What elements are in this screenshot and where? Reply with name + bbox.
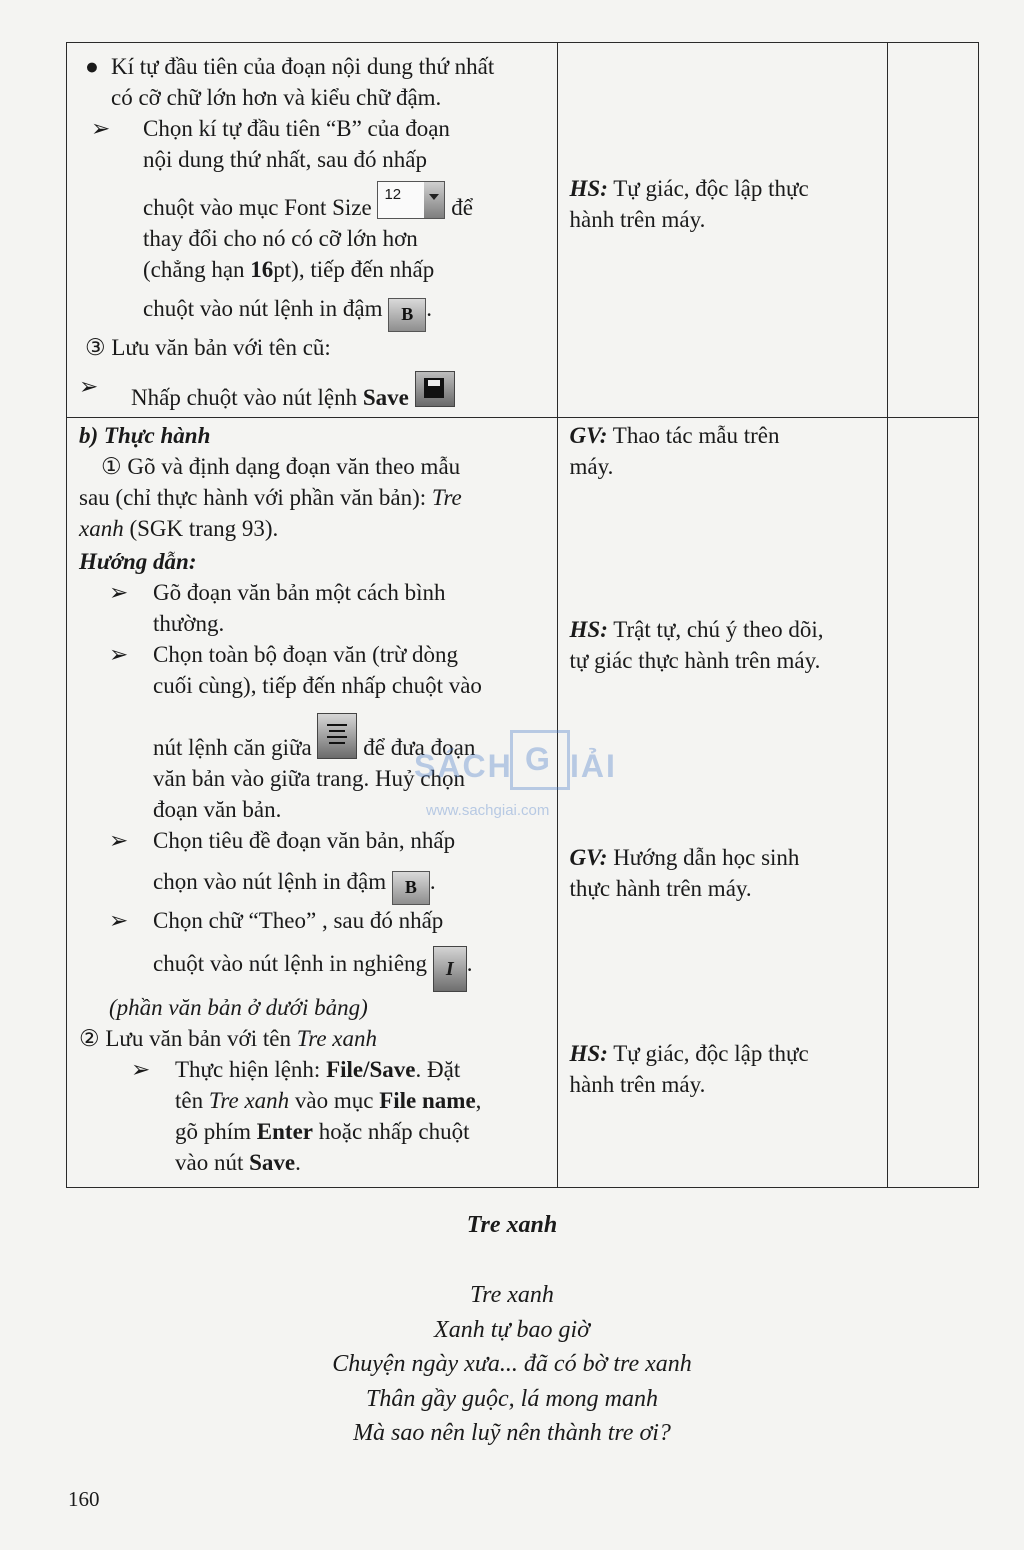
empty-cell bbox=[887, 418, 978, 1188]
bullet-icon: ● bbox=[85, 54, 99, 79]
text-line: chuột vào nút lệnh in nghiêng bbox=[153, 951, 428, 976]
role-label: GV: bbox=[569, 845, 608, 870]
text-line: . Đặt bbox=[415, 1057, 461, 1082]
text-line: cuối cùng), tiếp đến nhấp chuột vào bbox=[153, 673, 482, 698]
text-line: để bbox=[451, 195, 473, 220]
bold-term: Enter bbox=[256, 1119, 313, 1144]
bold-button-icon: B bbox=[392, 871, 430, 905]
arrow-bullet-icon: ➢ bbox=[109, 908, 129, 933]
font-size-box-icon bbox=[377, 181, 445, 219]
watermark-text: IẢI bbox=[570, 748, 617, 784]
save-icon bbox=[415, 371, 455, 407]
arrow-item: ➢ Chọn chữ “Theo” , sau đó nhấp chuột vào nút lệnh in nghiêng I . bbox=[109, 905, 545, 992]
activity-cell bbox=[67, 43, 558, 418]
text-line: Chọn tiêu đề đoạn văn bản, nhấp bbox=[153, 828, 456, 853]
bold-number: 16 bbox=[250, 257, 274, 282]
text-line: nút lệnh căn giữa bbox=[153, 735, 312, 760]
arrow-item: ➢ Thực hiện lệnh: File/Save. Đặt tên Tre xanh vào mục File name, gõ phím Enter hoặc nhấp chuột vào nút Save. bbox=[131, 1054, 545, 1178]
poem-line: Thân gầy guộc, lá mong manh bbox=[366, 1385, 658, 1412]
text-line: thay đổi cho nó có cỡ lớn hơn bbox=[143, 226, 418, 251]
text-line: hành trên máy. bbox=[569, 207, 706, 232]
section-heading: b) Thực hành bbox=[79, 423, 211, 448]
text-line: Thực hiện lệnh: bbox=[175, 1057, 321, 1082]
text-line: Gõ đoạn văn bản một cách bình bbox=[153, 580, 446, 605]
text-line: Hướng dẫn học sinh bbox=[613, 845, 800, 870]
text-line: Trật tự, chú ý theo dõi, bbox=[613, 617, 824, 642]
text-line: pt), tiếp đến nhấp bbox=[273, 257, 435, 282]
arrow-item: ➢ Chọn kí tự đầu tiên “B” của đoạn nội dung thứ nhất, sau đó nhấp chuột vào mục Font Size 12 để thay đổi cho nó có cỡ lớn hơn (chẳng hạn 16pt), tiếp đến nhấp chuột vào nút lệnh in đậm B . bbox=[91, 113, 545, 332]
dropdown-arrow-icon bbox=[424, 182, 444, 218]
text-line: hoặc nhấp chuột bbox=[318, 1119, 470, 1144]
step-line: ③ Lưu văn bản với tên cũ: bbox=[85, 335, 331, 360]
poem-body bbox=[0, 1278, 1024, 1451]
table-row bbox=[67, 418, 979, 1188]
bold-term: File/Save bbox=[326, 1057, 416, 1082]
text-line: gõ phím bbox=[175, 1119, 252, 1144]
text-line: Tự giác, độc lập thực bbox=[613, 1041, 809, 1066]
table-row bbox=[67, 43, 979, 418]
guide-heading: Hướng dẫn: bbox=[79, 549, 197, 574]
text-line: vào mục bbox=[294, 1088, 374, 1113]
step-line: ② Lưu văn bản với tên bbox=[79, 1026, 291, 1051]
text-line: để đưa đoạn bbox=[363, 735, 476, 760]
bold-button-icon: B bbox=[388, 298, 426, 332]
text-line: (chẳng hạn bbox=[143, 257, 245, 282]
watermark-text: SÁCH bbox=[414, 748, 513, 784]
text-line: văn bản vào giữa trang. Huỷ chọn bbox=[153, 766, 466, 791]
role-label: GV: bbox=[569, 423, 608, 448]
role-label: HS: bbox=[569, 176, 608, 201]
arrow-bullet-icon: ➢ bbox=[109, 828, 129, 853]
bold-term: Save bbox=[362, 385, 409, 410]
text-line: Thao tác mẫu trên bbox=[612, 423, 780, 448]
poem-line: Mà sao nên luỹ nên thành tre ơi? bbox=[353, 1420, 671, 1446]
lesson-table bbox=[66, 42, 979, 1188]
font-size-value: 12 bbox=[384, 186, 402, 203]
text-line: vào nút bbox=[175, 1150, 244, 1175]
text-line: thực hành trên máy. bbox=[569, 876, 752, 901]
role-cell bbox=[557, 418, 887, 1188]
step-line: ① Gõ và định dạng đoạn văn theo mẫu bbox=[101, 454, 461, 479]
arrow-bullet-icon: ➢ bbox=[109, 580, 129, 605]
bold-term: File name bbox=[379, 1088, 476, 1113]
italic-term: Tre bbox=[431, 485, 462, 510]
arrow-item bbox=[109, 577, 545, 639]
poem-line: Tre xanh bbox=[470, 1282, 554, 1308]
role-label: HS: bbox=[569, 617, 608, 642]
text-line: máy. bbox=[569, 454, 614, 479]
text-line: Tự giác, độc lập thực bbox=[613, 176, 809, 201]
text-line: chuột vào nút lệnh in đậm bbox=[143, 296, 383, 321]
watermark-box-icon: G bbox=[510, 730, 570, 790]
arrow-bullet-icon: ➢ bbox=[131, 1057, 151, 1082]
role-label: HS: bbox=[569, 1041, 608, 1066]
italic-term: xanh bbox=[79, 516, 124, 541]
poem-line: Xanh tự bao giờ bbox=[434, 1316, 590, 1343]
text-line: chuột vào mục Font Size bbox=[143, 195, 372, 220]
poem-line: Chuyện ngày xưa... đã có bờ tre xanh bbox=[332, 1351, 692, 1377]
text-line: thường. bbox=[153, 611, 225, 636]
text-line: hành trên máy. bbox=[569, 1072, 706, 1097]
note-line: (phần văn bản ở dưới bảng) bbox=[109, 995, 368, 1020]
text-line: Kí tự đầu tiên của đoạn nội dung thứ nhất bbox=[111, 54, 495, 79]
text-line: Nhấp chuột vào nút lệnh bbox=[131, 385, 358, 410]
text-line: chọn vào nút lệnh in đậm bbox=[153, 869, 387, 894]
bullet-item bbox=[79, 51, 545, 113]
text-line: (SGK trang 93). bbox=[129, 516, 279, 541]
text-line: nội dung thứ nhất, sau đó nhấp bbox=[143, 147, 427, 172]
empty-cell bbox=[887, 43, 978, 418]
watermark-url: www.sachgiai.com bbox=[426, 802, 550, 819]
bold-term: Save bbox=[249, 1150, 296, 1175]
arrow-bullet-icon: ➢ bbox=[91, 116, 111, 141]
align-center-icon bbox=[317, 713, 357, 759]
italic-button-icon: I bbox=[433, 946, 467, 992]
italic-term: Tre xanh bbox=[296, 1026, 377, 1051]
text-line: tự giác thực hành trên máy. bbox=[569, 648, 821, 673]
arrow-item bbox=[79, 371, 545, 413]
arrow-bullet-icon: ➢ bbox=[79, 374, 99, 399]
page-number: 160 bbox=[68, 1487, 100, 1511]
text-line: có cỡ chữ lớn hơn và kiểu chữ đậm. bbox=[111, 85, 442, 110]
text-line: Chọn kí tự đầu tiên “B” của đoạn bbox=[143, 116, 450, 141]
poem-title: Tre xanh bbox=[466, 1212, 558, 1238]
arrow-item bbox=[109, 639, 545, 825]
italic-term: Tre xanh bbox=[208, 1088, 290, 1113]
arrow-bullet-icon: ➢ bbox=[109, 642, 129, 667]
activity-cell bbox=[67, 418, 558, 1188]
text-line: sau (chỉ thực hành với phần văn bản): bbox=[79, 485, 427, 510]
text-line: tên bbox=[175, 1088, 204, 1113]
text-line: đoạn văn bản. bbox=[153, 797, 282, 822]
text-line: Chọn toàn bộ đoạn văn (trừ dòng bbox=[153, 642, 459, 667]
text-line: Chọn chữ “Theo” , sau đó nhấp bbox=[153, 908, 444, 933]
arrow-item: ➢ Chọn tiêu đề đoạn văn bản, nhấp chọn vào nút lệnh in đậm B . bbox=[109, 825, 545, 905]
role-cell bbox=[557, 43, 887, 418]
